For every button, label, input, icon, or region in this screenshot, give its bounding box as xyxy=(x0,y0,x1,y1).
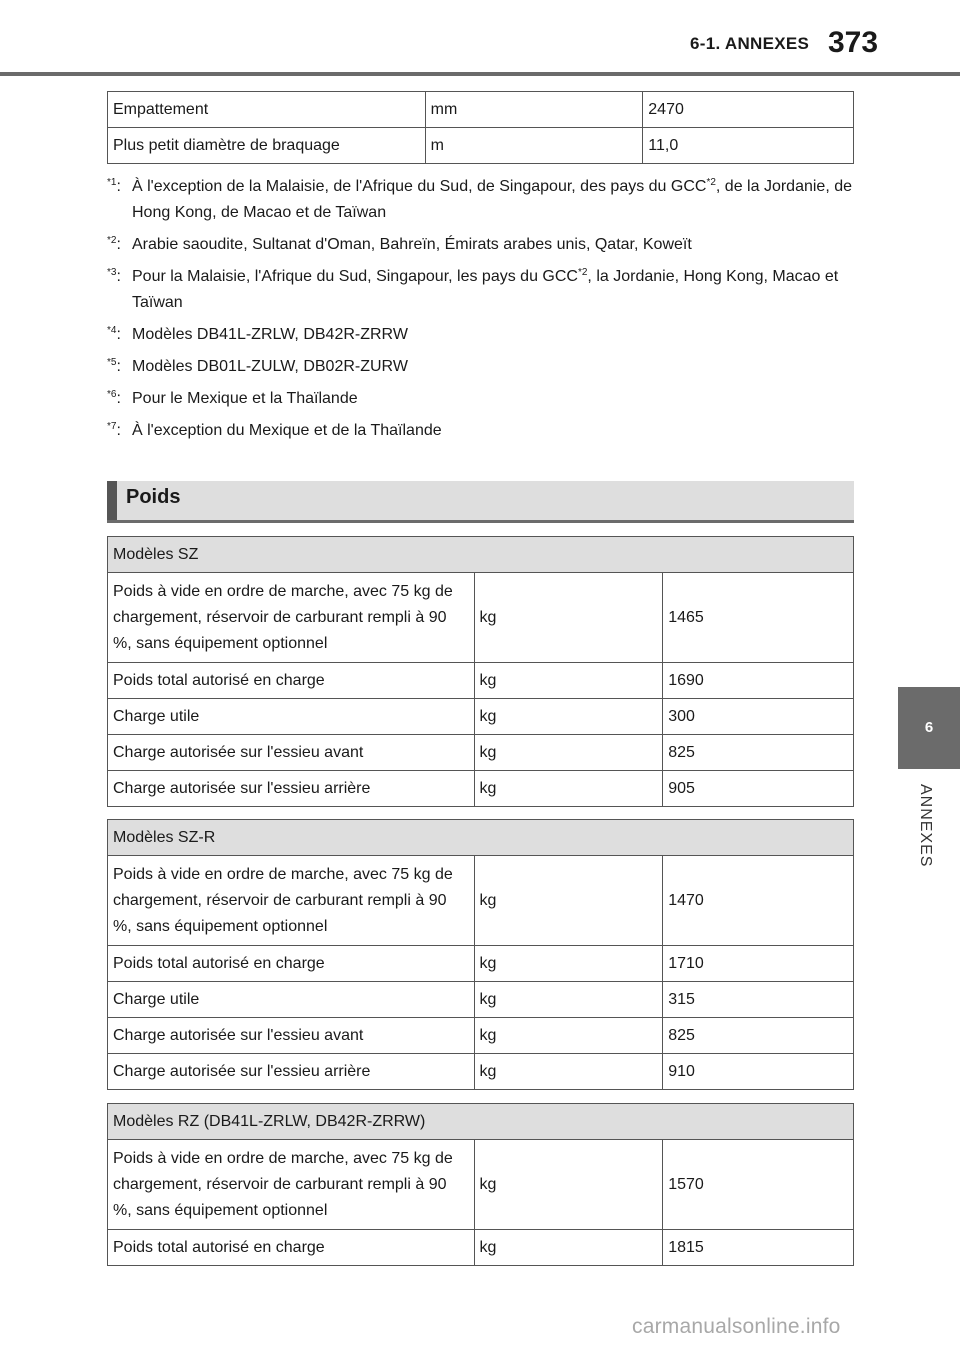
footnotes xyxy=(107,174,857,450)
footnote-text: Modèles DB41L-ZRLW, DB42R-ZRRW xyxy=(132,326,408,343)
section-header: 6-1. ANNEXES xyxy=(690,34,810,53)
row-label: Poids à vide en ordre de marche, avec 75 kg de chargement, réservoir de carburant rempli à 90 %, sans équipement optionnel xyxy=(108,856,475,946)
row-value: 825 xyxy=(663,1018,854,1054)
row-unit: m xyxy=(425,128,643,164)
row-unit: kg xyxy=(474,1018,663,1054)
row-value: 11,0 xyxy=(643,128,854,164)
chapter-label: ANNEXES xyxy=(917,784,934,868)
footnote xyxy=(107,354,857,380)
row-label: Poids total autorisé en charge xyxy=(108,663,475,699)
footnote xyxy=(107,264,857,316)
footnote-marker: $^{*1}$: xyxy=(107,177,121,195)
row-label: Poids à vide en ordre de marche, avec 75 kg de chargement, réservoir de carburant rempli à 90 %, sans équipement optionnel xyxy=(108,573,475,663)
footnote xyxy=(107,386,857,412)
footnote-text: Pour la Malaisie, l'Afrique du Sud, Singapour, les pays du GCC$^{*2}$, la Jordanie, Hong Kong, Macao et Taïwan xyxy=(132,267,839,311)
table-row xyxy=(108,1140,854,1230)
weight-table-rz xyxy=(107,1103,854,1266)
footnote-marker: $^{*5}$: xyxy=(107,357,121,375)
row-label: Poids à vide en ordre de marche, avec 75 kg de chargement, réservoir de carburant rempli à 90 %, sans équipement optionnel xyxy=(108,1140,475,1230)
row-value: 1570 xyxy=(663,1140,854,1230)
table-row xyxy=(108,982,854,1018)
table-row xyxy=(108,128,854,164)
row-value: 1690 xyxy=(663,663,854,699)
model-header: Modèles SZ-R xyxy=(108,820,854,856)
table-row xyxy=(108,663,854,699)
table-group-row xyxy=(108,820,854,856)
row-label: Charge autorisée sur l'essieu arrière xyxy=(108,1054,475,1090)
footnote-marker: $^{*6}$: xyxy=(107,389,121,407)
row-value: 2470 xyxy=(643,92,854,128)
row-value: 1465 xyxy=(663,573,854,663)
row-unit: kg xyxy=(474,699,663,735)
table-row xyxy=(108,1018,854,1054)
footnote xyxy=(107,174,857,226)
footnote-marker: $^{*2}$: xyxy=(107,235,121,253)
table-row xyxy=(108,699,854,735)
row-unit: kg xyxy=(474,982,663,1018)
footnote-marker: $^{*3}$: xyxy=(107,267,121,285)
footnote xyxy=(107,322,857,348)
section-heading xyxy=(107,481,854,523)
row-value: 1815 xyxy=(663,1230,854,1266)
footnote-text: À l'exception de la Malaisie, de l'Afrique du Sud, de Singapour, des pays du GCC$^{*2}$, de la Jordanie, de Hong Kong, de Macao et de Taïwan xyxy=(132,177,852,221)
row-value: 315 xyxy=(663,982,854,1018)
row-unit: kg xyxy=(474,1140,663,1230)
model-header: Modèles RZ (DB41L-ZRLW, DB42R-ZRRW) xyxy=(108,1104,854,1140)
row-value: 300 xyxy=(663,699,854,735)
weight-table-sz-r xyxy=(107,819,854,1090)
page-number: 373 xyxy=(828,26,879,59)
row-unit: mm xyxy=(425,92,643,128)
row-value: 1710 xyxy=(663,946,854,982)
footnote-text: À l'exception du Mexique et de la Thaïlande xyxy=(132,422,442,439)
weight-table-sz xyxy=(107,536,854,807)
table-row xyxy=(108,771,854,807)
table-row xyxy=(108,856,854,946)
row-unit: kg xyxy=(474,856,663,946)
heading-accent-bar xyxy=(107,481,117,520)
row-value: 910 xyxy=(663,1054,854,1090)
table-row xyxy=(108,1230,854,1266)
table-row xyxy=(108,573,854,663)
table-row xyxy=(108,735,854,771)
table-row xyxy=(108,92,854,128)
table-group-row xyxy=(108,537,854,573)
row-unit: kg xyxy=(474,1054,663,1090)
row-label: Charge autorisée sur l'essieu avant xyxy=(108,1018,475,1054)
chapter-tab[interactable]: 6 xyxy=(898,687,960,769)
watermark[interactable]: carmanualsonline.info xyxy=(632,1315,841,1338)
row-label: Poids total autorisé en charge xyxy=(108,1230,475,1266)
table-row xyxy=(108,1054,854,1090)
row-value: 825 xyxy=(663,735,854,771)
row-unit: kg xyxy=(474,946,663,982)
row-label: Charge utile xyxy=(108,699,475,735)
row-unit: kg xyxy=(474,771,663,807)
footnote xyxy=(107,232,857,258)
dimensions-table xyxy=(107,91,854,164)
footnote-marker: $^{*7}$: xyxy=(107,421,121,439)
row-unit: kg xyxy=(474,735,663,771)
section-heading-text: Poids xyxy=(126,486,181,508)
row-label: Charge autorisée sur l'essieu avant xyxy=(108,735,475,771)
footnote-text: Modèles DB01L-ZULW, DB02R-ZURW xyxy=(132,358,408,375)
footnote xyxy=(107,418,857,444)
table-group-row xyxy=(108,1104,854,1140)
footnote-text: Arabie saoudite, Sultanat d'Oman, Bahreïn, Émirats arabes unis, Qatar, Koweït xyxy=(132,236,692,253)
row-label: Poids total autorisé en charge xyxy=(108,946,475,982)
model-header: Modèles SZ xyxy=(108,537,854,573)
table-row xyxy=(108,946,854,982)
footnote-text: Pour le Mexique et la Thaïlande xyxy=(132,390,358,407)
row-label: Charge utile xyxy=(108,982,475,1018)
footnote-marker: $^{*4}$: xyxy=(107,325,121,343)
row-unit: kg xyxy=(474,1230,663,1266)
row-unit: kg xyxy=(474,663,663,699)
row-label: Empattement xyxy=(108,92,426,128)
row-label: Charge autorisée sur l'essieu arrière xyxy=(108,771,475,807)
row-unit: kg xyxy=(474,573,663,663)
row-value: 905 xyxy=(663,771,854,807)
header-divider xyxy=(0,72,960,76)
row-label: Plus petit diamètre de braquage xyxy=(108,128,426,164)
row-value: 1470 xyxy=(663,856,854,946)
